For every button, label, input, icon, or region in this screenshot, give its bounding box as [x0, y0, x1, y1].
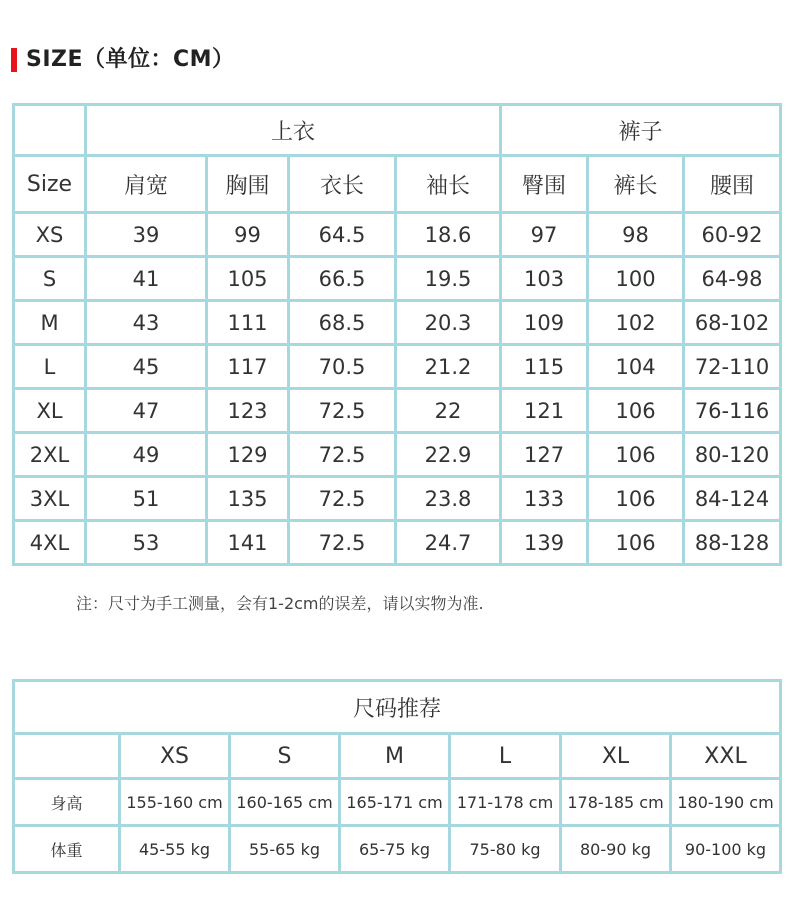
size-label-cell: 2XL [14, 433, 86, 477]
table-row [14, 521, 781, 565]
table-cell: 72-110 [684, 345, 781, 389]
table-row [14, 433, 781, 477]
page-title: SIZE（单位：CM） [26, 47, 235, 72]
group-top-header: 上衣 [86, 105, 501, 156]
height-cell: 165-171 cm [340, 779, 450, 826]
table-row [14, 301, 781, 345]
table-cell: 97 [501, 213, 588, 257]
table-cell: 123 [207, 389, 289, 433]
table-cell: 24.7 [396, 521, 501, 565]
table-cell: 111 [207, 301, 289, 345]
table-cell: 41 [86, 257, 207, 301]
size-label-cell: XS [14, 213, 86, 257]
title-accent-bar [11, 48, 17, 72]
size-header: XL [561, 734, 671, 779]
table-cell: 115 [501, 345, 588, 389]
table-cell: 98 [588, 213, 684, 257]
height-row [14, 779, 781, 826]
height-cell: 155-160 cm [120, 779, 230, 826]
table-cell: 43 [86, 301, 207, 345]
recommend-title-row [14, 681, 781, 734]
size-header: XXL [671, 734, 781, 779]
table-cell: 99 [207, 213, 289, 257]
recommend-title: 尺码推荐 [14, 681, 781, 734]
table-cell: 135 [207, 477, 289, 521]
weight-cell: 90-100 kg [671, 826, 781, 873]
column-header-row [14, 156, 781, 213]
table-cell: 102 [588, 301, 684, 345]
corner-cell [14, 105, 86, 156]
table-cell: 21.2 [396, 345, 501, 389]
table-row [14, 257, 781, 301]
weight-cell: 65-75 kg [340, 826, 450, 873]
table-cell: 88-128 [684, 521, 781, 565]
table-cell: 72.5 [289, 477, 396, 521]
table-row [14, 477, 781, 521]
table-cell: 100 [588, 257, 684, 301]
table-cell: 60-92 [684, 213, 781, 257]
height-label: 身高 [14, 779, 120, 826]
height-cell: 178-185 cm [561, 779, 671, 826]
table-cell: 68-102 [684, 301, 781, 345]
table-cell: 49 [86, 433, 207, 477]
weight-row [14, 826, 781, 873]
table-row [14, 345, 781, 389]
table-cell: 22.9 [396, 433, 501, 477]
table-cell: 70.5 [289, 345, 396, 389]
table-cell: 64-98 [684, 257, 781, 301]
table-cell: 84-124 [684, 477, 781, 521]
height-cell: 180-190 cm [671, 779, 781, 826]
weight-cell: 75-80 kg [450, 826, 561, 873]
column-header: 臀围 [501, 156, 588, 213]
column-header: 袖长 [396, 156, 501, 213]
table-cell: 106 [588, 433, 684, 477]
size-chart-table [12, 103, 782, 566]
size-recommendation-table [12, 679, 782, 874]
column-header: 裤长 [588, 156, 684, 213]
table-cell: 133 [501, 477, 588, 521]
table-cell: 104 [588, 345, 684, 389]
table-cell: 103 [501, 257, 588, 301]
weight-cell: 45-55 kg [120, 826, 230, 873]
table-cell: 129 [207, 433, 289, 477]
weight-cell: 80-90 kg [561, 826, 671, 873]
table-cell: 53 [86, 521, 207, 565]
table-cell: 20.3 [396, 301, 501, 345]
size-label-cell: XL [14, 389, 86, 433]
table-cell: 23.8 [396, 477, 501, 521]
table-row [14, 389, 781, 433]
size-label-cell: 3XL [14, 477, 86, 521]
table-cell: 64.5 [289, 213, 396, 257]
height-cell: 171-178 cm [450, 779, 561, 826]
column-header: 腰围 [684, 156, 781, 213]
column-header: 胸围 [207, 156, 289, 213]
table-cell: 45 [86, 345, 207, 389]
size-label-cell: S [14, 257, 86, 301]
table-cell: 66.5 [289, 257, 396, 301]
table-cell: 106 [588, 521, 684, 565]
table-cell: 18.6 [396, 213, 501, 257]
corner-cell [14, 734, 120, 779]
table-cell: 72.5 [289, 433, 396, 477]
group-pants-header: 裤子 [501, 105, 781, 156]
table-cell: 76-116 [684, 389, 781, 433]
table-cell: 51 [86, 477, 207, 521]
table-cell: 141 [207, 521, 289, 565]
weight-label: 体重 [14, 826, 120, 873]
size-header: L [450, 734, 561, 779]
table-cell: 72.5 [289, 389, 396, 433]
table-cell: 47 [86, 389, 207, 433]
table-cell: 109 [501, 301, 588, 345]
column-header: 肩宽 [86, 156, 207, 213]
table-cell: 22 [396, 389, 501, 433]
size-header: M [340, 734, 450, 779]
size-label-cell: 4XL [14, 521, 86, 565]
table-cell: 121 [501, 389, 588, 433]
measurement-note: 注：尺寸为手工测量，会有1-2cm的误差，请以实物为准. [76, 594, 484, 613]
table-cell: 117 [207, 345, 289, 389]
table-cell: 106 [588, 477, 684, 521]
group-header-row [14, 105, 781, 156]
table-cell: 80-120 [684, 433, 781, 477]
table-cell: 39 [86, 213, 207, 257]
height-cell: 160-165 cm [230, 779, 340, 826]
weight-cell: 55-65 kg [230, 826, 340, 873]
table-cell: 127 [501, 433, 588, 477]
size-label-cell: M [14, 301, 86, 345]
size-label-cell: L [14, 345, 86, 389]
size-header: S [230, 734, 340, 779]
table-cell: 19.5 [396, 257, 501, 301]
table-cell: 106 [588, 389, 684, 433]
table-cell: 72.5 [289, 521, 396, 565]
recommend-size-row [14, 734, 781, 779]
column-header: 衣长 [289, 156, 396, 213]
size-header: XS [120, 734, 230, 779]
table-row [14, 213, 781, 257]
table-cell: 139 [501, 521, 588, 565]
table-cell: 105 [207, 257, 289, 301]
table-cell: 68.5 [289, 301, 396, 345]
column-header: Size [14, 156, 86, 213]
